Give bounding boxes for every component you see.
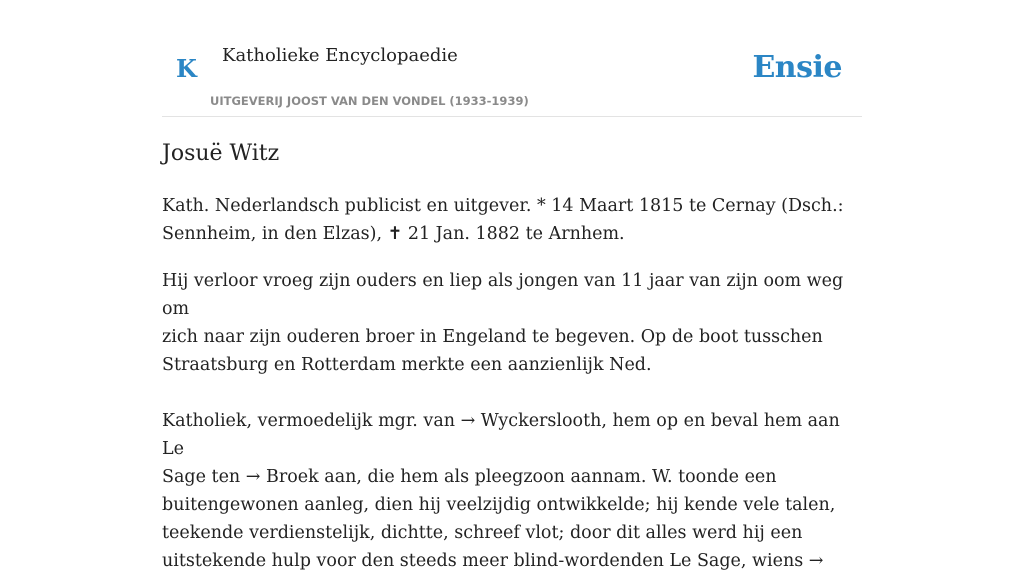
article-paragraph-2: Hij verloor vroeg zijn ouders en liep als jongen van 11 jaar van zijn oom weg om zich naar zijn ouderen broer in Engeland te begeven. Op de boot tusschen Straatsburg en Rotterdam merkte een aanzienlijk Ned. — [162, 271, 844, 375]
article-paragraph-1: Kath. Nederlandsch publicist en uitgever. * 14 Maart 1815 te Cernay (Dsch.: Sennheim, in den Elzas), ✝ 21 Jan. 1882 te Arnhem. — [162, 196, 844, 244]
article-paragraph-3: Katholiek, vermoedelijk mgr. van → Wyckerslooth, hem op en beval hem aan Le Sage ten → Broek aan, die hem als pleegzoon aannam. W. toonde een buitengewonen aanleg, dien hij veelzijdig ontwikkelde; hij kende vele talen, teekende verdienstelijk, dichtte, schreef vlot; door dit alles werd hij een uitstekende hulp voor den steeds meer blind-wordenden Le Sage, wiens → — [162, 411, 840, 571]
site-header — [162, 0, 862, 117]
article — [162, 138, 862, 575]
site-title[interactable]: Katholieke Encyclopaedie — [222, 45, 458, 66]
publisher-subtitle: UITGEVERIJ JOOST VAN DEN VONDEL (1933-1939) — [210, 94, 529, 108]
ensie-brand-logo[interactable]: Ensie — [752, 50, 842, 85]
encyclopedia-logo-icon[interactable]: K — [176, 54, 197, 83]
article-title: Josuë Witz — [162, 141, 280, 166]
